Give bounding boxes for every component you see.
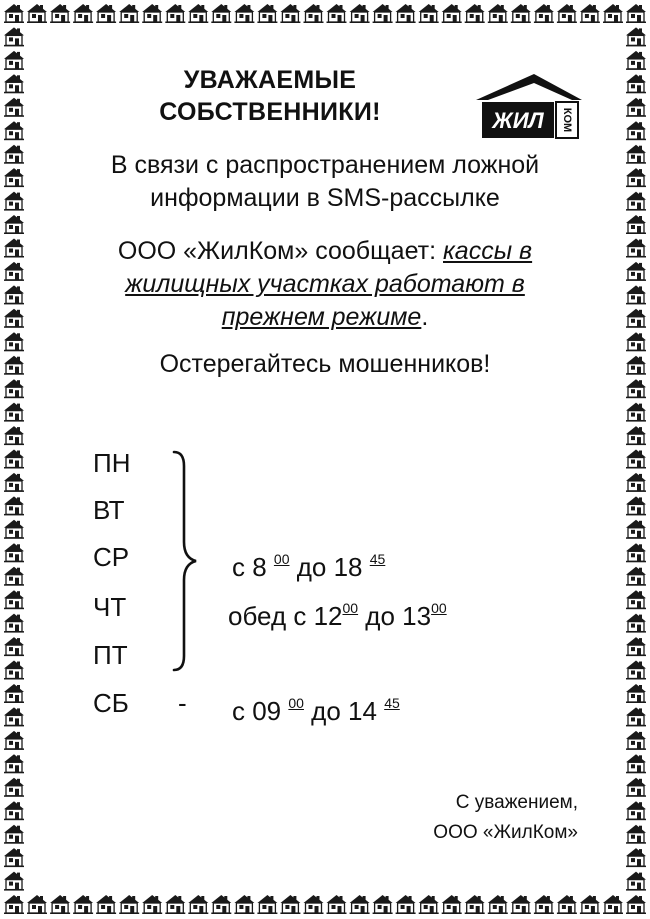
house-icon — [165, 895, 185, 914]
house-icon — [4, 285, 24, 304]
house-icon — [626, 707, 646, 726]
house-icon — [211, 895, 231, 914]
house-icon — [626, 801, 646, 820]
saturday-hours — [232, 688, 400, 726]
weekday-fri: ПТ — [93, 640, 128, 670]
house-icon — [557, 4, 577, 23]
house-icon — [626, 754, 646, 773]
house-icon — [4, 74, 24, 93]
house-icon — [442, 4, 462, 23]
house-icon — [165, 4, 185, 23]
saturday-to-minutes: 45 — [384, 695, 400, 711]
weekday-thu: ЧТ — [93, 592, 127, 622]
house-icon — [4, 309, 24, 328]
house-icon — [4, 450, 24, 469]
house-icon — [119, 895, 139, 914]
house-icon — [580, 895, 600, 914]
house-icon — [626, 590, 646, 609]
weekday-hours — [232, 544, 385, 582]
house-icon — [626, 145, 646, 164]
house-icon — [4, 637, 24, 656]
house-icon — [4, 121, 24, 140]
house-icon — [4, 543, 24, 562]
house-icon — [50, 4, 70, 23]
house-icon — [626, 567, 646, 586]
signature — [318, 788, 578, 848]
house-icon — [4, 192, 24, 211]
house-icon — [626, 51, 646, 70]
house-icon — [280, 4, 300, 23]
house-icon — [4, 356, 24, 375]
logo-brand-side: КОМ — [561, 107, 574, 133]
house-icon — [626, 168, 646, 187]
house-icon — [626, 356, 646, 375]
house-icon — [511, 895, 531, 914]
weekday-to-label: до 18 — [289, 552, 370, 582]
house-icon — [580, 4, 600, 23]
house-icon — [373, 4, 393, 23]
house-icon — [211, 4, 231, 23]
house-icon — [626, 285, 646, 304]
house-icon — [4, 661, 24, 680]
house-icon — [626, 379, 646, 398]
lunch-label: обед с 12 — [228, 601, 343, 631]
house-icon — [4, 778, 24, 797]
logo-brand-main: ЖИЛ — [492, 108, 544, 133]
zhilkom-logo — [474, 70, 586, 140]
house-icon — [4, 4, 24, 23]
house-icon — [626, 778, 646, 797]
page-title — [110, 64, 430, 128]
house-icon — [626, 520, 646, 539]
house-icon — [4, 567, 24, 586]
house-icon — [142, 4, 162, 23]
house-icon — [626, 496, 646, 515]
announcement-highlight-2: жилищных участках работают в — [125, 270, 525, 298]
house-icon — [4, 707, 24, 726]
house-icon — [257, 4, 277, 23]
house-icon — [4, 872, 24, 891]
house-icon — [626, 637, 646, 656]
house-icon — [442, 895, 462, 914]
house-icon — [4, 98, 24, 117]
house-icon — [626, 239, 646, 258]
house-icon — [626, 450, 646, 469]
house-icon — [4, 825, 24, 844]
house-icon — [534, 4, 554, 23]
weekday-mon: ПН — [93, 448, 131, 478]
weekday-from-minutes: 00 — [273, 551, 290, 567]
house-icon — [4, 27, 24, 46]
saturday-from-label: с 09 — [232, 696, 289, 726]
house-icon — [4, 684, 24, 703]
title-line-1: УВАЖАЕМЫЕ — [183, 66, 357, 94]
house-icon — [27, 895, 47, 914]
house-icon — [4, 473, 24, 492]
notice-line-1: В связи с распространением ложной — [110, 151, 540, 179]
house-icon — [4, 496, 24, 515]
house-icon — [4, 520, 24, 539]
saturday-to-label: до 14 — [303, 696, 385, 726]
announcement-text — [40, 235, 610, 334]
house-icon — [350, 4, 370, 23]
house-icon — [4, 262, 24, 281]
lunch-to-label: до 13 — [358, 601, 432, 631]
house-icon — [350, 895, 370, 914]
house-icon — [4, 168, 24, 187]
house-icon — [465, 895, 485, 914]
house-icon — [626, 895, 646, 914]
house-icon — [419, 895, 439, 914]
house-icon — [511, 4, 531, 23]
house-icon — [4, 731, 24, 750]
lunch-to-minutes: 00 — [431, 600, 447, 616]
house-icon — [488, 4, 508, 23]
lunch-hours — [228, 593, 447, 631]
house-icon — [327, 4, 347, 23]
house-icon — [626, 215, 646, 234]
house-icon — [396, 895, 416, 914]
house-icon — [280, 895, 300, 914]
house-icon — [4, 426, 24, 445]
house-icon — [626, 309, 646, 328]
house-icon — [4, 215, 24, 234]
house-icon — [96, 4, 116, 23]
house-icon — [4, 403, 24, 422]
house-icon — [4, 379, 24, 398]
house-icon — [234, 895, 254, 914]
house-icon — [188, 895, 208, 914]
house-icon — [603, 4, 623, 23]
house-icon — [626, 426, 646, 445]
weekday-to-minutes: 45 — [369, 551, 386, 567]
signature-line-2: ООО «ЖилКом» — [433, 822, 578, 843]
notice-line-2: информации в SMS-рассылке — [150, 184, 500, 212]
announcement-highlight-1: кассы в — [443, 237, 533, 265]
weekday-brace — [170, 450, 200, 672]
weekday-sat: СБ — [93, 688, 129, 718]
house-icon — [4, 754, 24, 773]
lunch-from-minutes: 00 — [342, 600, 359, 616]
announcement-highlight-3: прежнем режиме — [221, 303, 422, 331]
house-icon — [304, 4, 324, 23]
house-icon — [626, 332, 646, 351]
house-icon — [96, 895, 116, 914]
house-icon — [304, 895, 324, 914]
house-icon — [626, 121, 646, 140]
house-icon — [626, 872, 646, 891]
house-icon — [626, 825, 646, 844]
house-icon — [626, 262, 646, 281]
house-icon — [626, 614, 646, 633]
house-icon — [465, 4, 485, 23]
house-icon — [626, 661, 646, 680]
saturday-dash: - — [178, 688, 187, 718]
title-line-2: СОБСТВЕННИКИ! — [159, 98, 381, 126]
house-icon — [534, 895, 554, 914]
house-icon — [4, 848, 24, 867]
notice-text — [40, 149, 610, 215]
house-icon — [27, 4, 47, 23]
house-icon — [119, 4, 139, 23]
house-icon — [142, 895, 162, 914]
house-icon — [626, 684, 646, 703]
house-icon — [4, 51, 24, 70]
house-icon — [373, 895, 393, 914]
weekday-tue: ВТ — [93, 495, 125, 525]
house-icon — [626, 98, 646, 117]
house-icon — [73, 895, 93, 914]
saturday-from-minutes: 00 — [288, 695, 304, 711]
house-icon — [626, 27, 646, 46]
house-icon — [4, 801, 24, 820]
house-icon — [4, 590, 24, 609]
house-icon — [50, 895, 70, 914]
house-icon — [626, 4, 646, 23]
house-icon — [396, 4, 416, 23]
house-icon — [419, 4, 439, 23]
house-icon — [73, 4, 93, 23]
weekday-wed: СР — [93, 542, 130, 572]
announcement-lead: ООО «ЖилКом» сообщает: — [117, 237, 443, 265]
house-roof-logo-icon — [476, 74, 582, 100]
house-icon — [626, 848, 646, 867]
weekday-from-label: с 8 — [232, 552, 274, 582]
house-icon — [234, 4, 254, 23]
house-icon — [257, 895, 277, 914]
house-icon — [327, 895, 347, 914]
house-icon — [603, 895, 623, 914]
warning-text: Остерегайтесь мошенников! — [159, 350, 491, 378]
house-icon — [626, 403, 646, 422]
house-icon — [557, 895, 577, 914]
house-icon — [4, 895, 24, 914]
house-icon — [4, 239, 24, 258]
house-icon — [488, 895, 508, 914]
house-icon — [626, 473, 646, 492]
house-icon — [4, 145, 24, 164]
house-icon — [4, 614, 24, 633]
announcement-end: . — [421, 303, 429, 331]
house-icon — [626, 731, 646, 750]
house-icon — [626, 192, 646, 211]
house-icon — [188, 4, 208, 23]
house-icon — [626, 543, 646, 562]
house-icon — [4, 332, 24, 351]
house-icon — [626, 74, 646, 93]
signature-line-1: С уважением, — [455, 792, 578, 813]
